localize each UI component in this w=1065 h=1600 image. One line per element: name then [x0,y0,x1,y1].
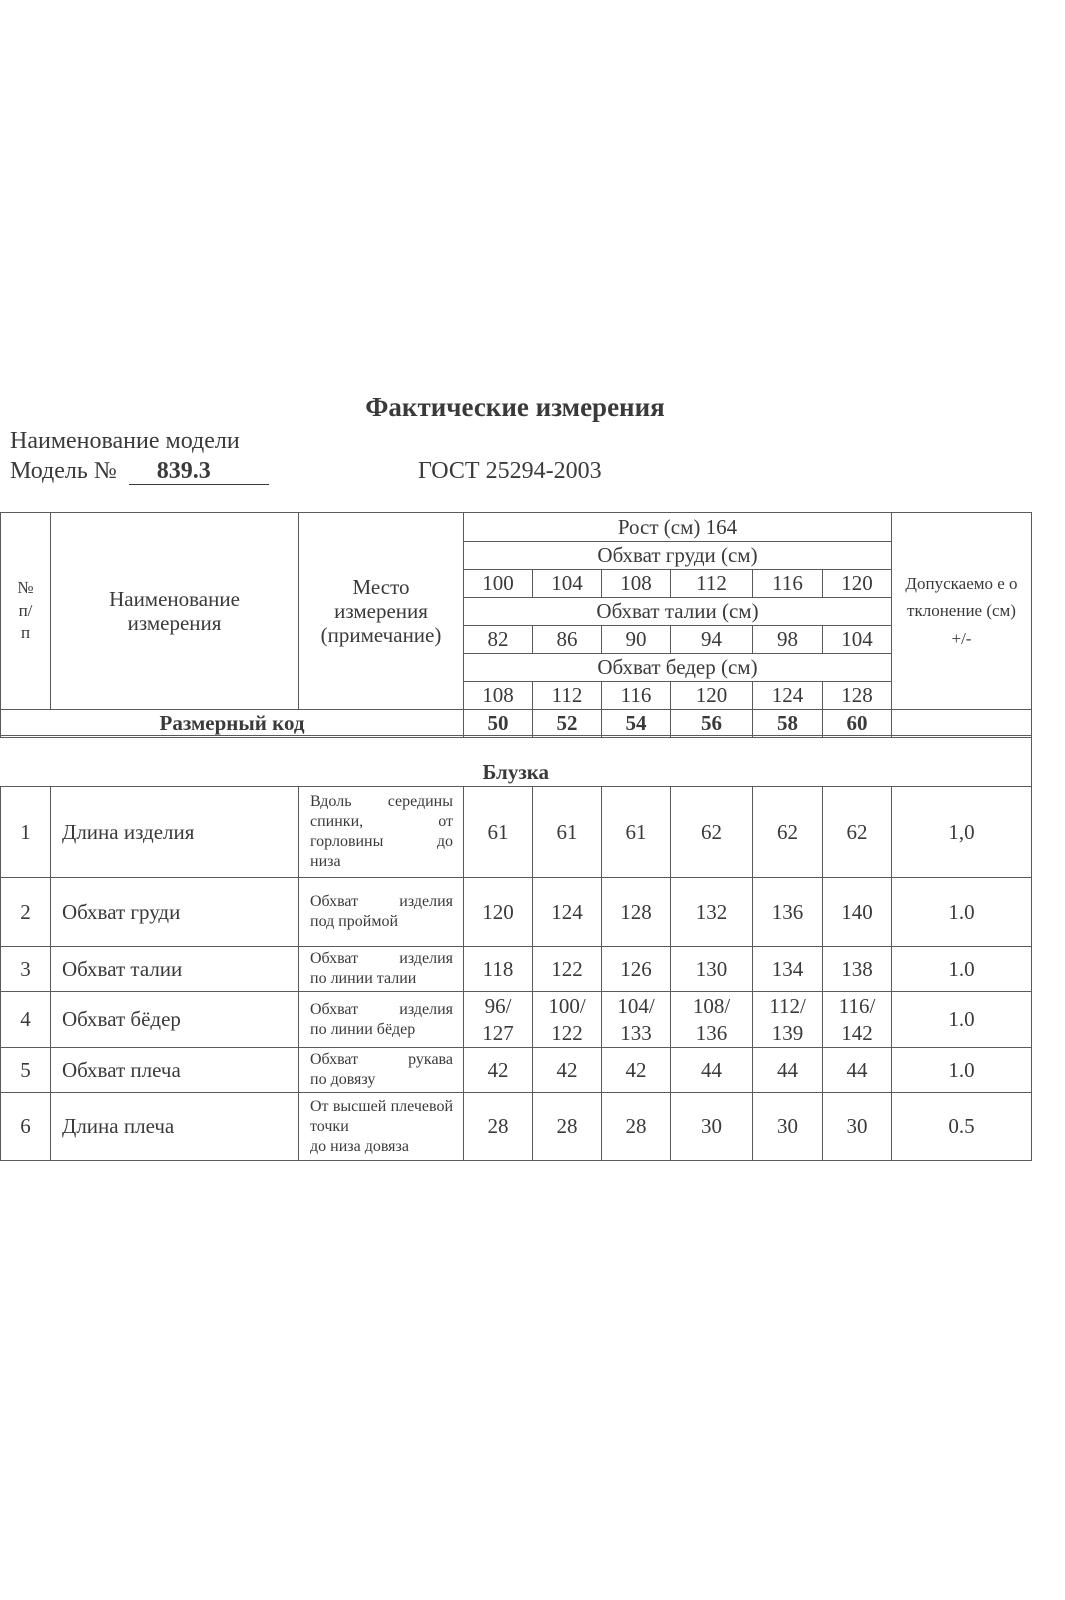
value-cell: 126 [602,947,671,992]
hips-size-cell: 108 [464,682,533,710]
chest-size-cell: 104 [533,570,602,598]
size-code-label: Размерный код [1,710,464,738]
size-code-cell: 54 [602,710,671,738]
row-number: 3 [1,947,51,992]
waist-size-cell: 82 [464,626,533,654]
model-number-label: Модель № [10,458,117,484]
tolerance-cell: 1.0 [892,878,1032,947]
model-number-line [10,458,269,485]
value-cell: 120 [464,878,533,947]
column-name-header: Наименование измерения [51,513,299,710]
tolerance-cell: 0.5 [892,1093,1032,1161]
height-header: Рост (см) 164 [464,513,892,542]
value-cell: 42 [533,1048,602,1093]
waist-size-cell: 94 [671,626,753,654]
tolerance-cell: 1.0 [892,992,1032,1048]
hips-size-cell: 116 [602,682,671,710]
value-cell: 61 [464,787,533,878]
size-code-cell: 50 [464,710,533,738]
chest-header: Обхват груди (см) [464,542,892,570]
hips-size-cell: 112 [533,682,602,710]
row-number: 1 [1,787,51,878]
measurement-place: Обхват рукава по довязу [299,1048,464,1093]
section-title: Блузка [1,736,1032,787]
value-cell: 30 [823,1093,892,1161]
value-cell: 136 [753,878,823,947]
measurement-place: Обхват изделия под проймой [299,878,464,947]
size-code-cell: 60 [823,710,892,738]
row-number: 2 [1,878,51,947]
measurement-name: Длина изделия [51,787,299,878]
value-cell: 130 [671,947,753,992]
value-cell: 44 [753,1048,823,1093]
value-cell: 61 [533,787,602,878]
waist-size-cell: 104 [823,626,892,654]
tolerance-header: Допускаемо е отклонение (см) +/- [892,513,1032,710]
value-cell: 112/ 139 [753,992,823,1048]
waist-size-cell: 98 [753,626,823,654]
value-cell: 28 [464,1093,533,1161]
page-title: Фактические измерения [365,392,665,422]
waist-header: Обхват талии (см) [464,598,892,626]
value-cell: 28 [602,1093,671,1161]
chest-size-cell: 116 [753,570,823,598]
measurements-table [0,735,1032,1161]
value-cell: 44 [671,1048,753,1093]
hips-size-cell: 128 [823,682,892,710]
measurement-name: Обхват бёдер [51,992,299,1048]
value-cell: 61 [602,787,671,878]
value-cell: 62 [671,787,753,878]
header-table [0,512,1032,738]
value-cell: 108/ 136 [671,992,753,1048]
value-cell: 132 [671,878,753,947]
value-cell: 124 [533,878,602,947]
value-cell: 42 [464,1048,533,1093]
tolerance-cell: 1.0 [892,1048,1032,1093]
value-cell: 138 [823,947,892,992]
value-cell: 100/ 122 [533,992,602,1048]
value-cell: 30 [753,1093,823,1161]
measurement-place: От высшей плечевой точки до низа довяза [299,1093,464,1161]
waist-size-cell: 90 [602,626,671,654]
value-cell: 30 [671,1093,753,1161]
waist-size-cell: 86 [533,626,602,654]
row-number: 6 [1,1093,51,1161]
tolerance-cell: 1,0 [892,787,1032,878]
value-cell: 104/ 133 [602,992,671,1048]
value-cell: 44 [823,1048,892,1093]
size-code-cell: 56 [671,710,753,738]
value-cell: 62 [823,787,892,878]
chest-size-cell: 120 [823,570,892,598]
value-cell: 134 [753,947,823,992]
gost-standard: ГОСТ 25294-2003 [418,458,602,484]
measurement-place: Обхват изделия по линии талии [299,947,464,992]
measurement-name: Обхват талии [51,947,299,992]
model-number: 839.3 [129,458,269,485]
row-number: 4 [1,992,51,1048]
row-number: 5 [1,1048,51,1093]
value-cell: 28 [533,1093,602,1161]
model-name-label: Наименование модели [10,428,240,454]
size-code-tolerance-cell [892,710,1032,738]
measurement-place: Обхват изделия по линии бёдер [299,992,464,1048]
value-cell: 42 [602,1048,671,1093]
measurement-name: Обхват плеча [51,1048,299,1093]
chest-size-cell: 112 [671,570,753,598]
tolerance-cell: 1.0 [892,947,1032,992]
size-code-cell: 58 [753,710,823,738]
column-number-header: № п/ п [1,513,51,710]
chest-size-cell: 108 [602,570,671,598]
hips-size-cell: 120 [671,682,753,710]
hips-header: Обхват бедер (см) [464,654,892,682]
measurement-name: Длина плеча [51,1093,299,1161]
value-cell: 122 [533,947,602,992]
column-place-header: Место измерения (примечание) [299,513,464,710]
value-cell: 62 [753,787,823,878]
size-code-cell: 52 [533,710,602,738]
measurement-place: Вдоль середины спинки, от горловины до низа [299,787,464,878]
value-cell: 116/ 142 [823,992,892,1048]
hips-size-cell: 124 [753,682,823,710]
value-cell: 140 [823,878,892,947]
value-cell: 128 [602,878,671,947]
value-cell: 118 [464,947,533,992]
measurement-name: Обхват груди [51,878,299,947]
value-cell: 96/ 127 [464,992,533,1048]
chest-size-cell: 100 [464,570,533,598]
